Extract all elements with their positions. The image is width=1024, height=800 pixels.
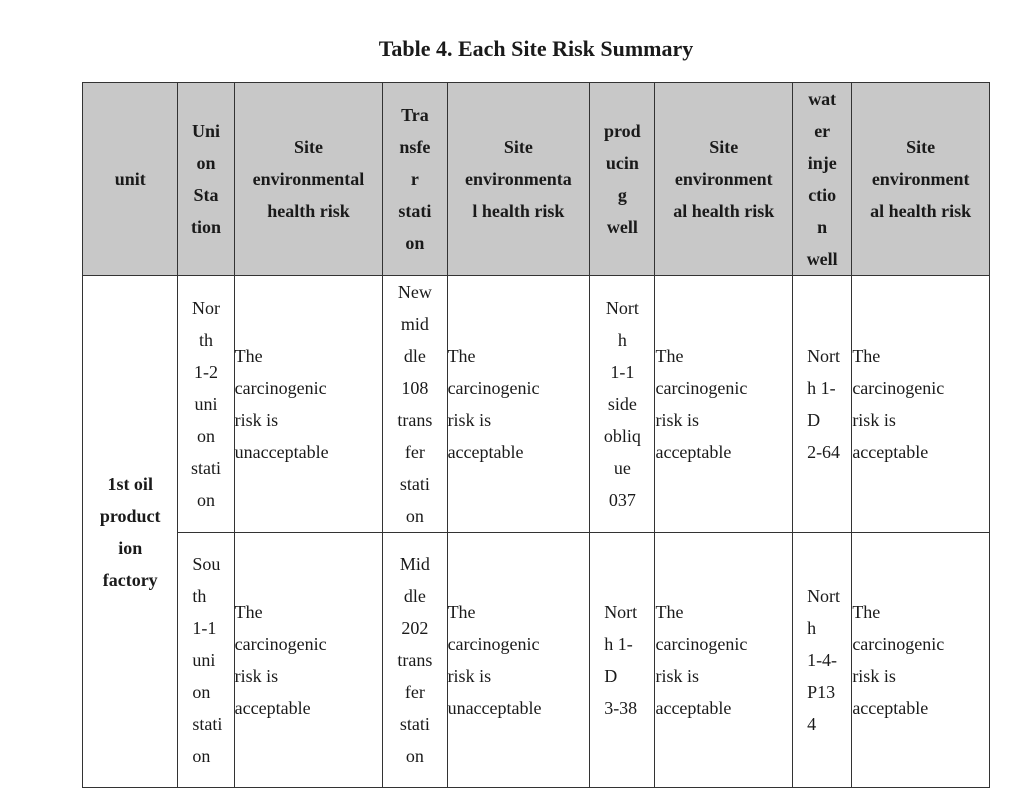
header-cell-injection-well: wat er inje ctio n well <box>793 83 852 276</box>
site-risk-table <box>82 82 990 788</box>
transfer-station-cell: Mid dle 202 trans fer stati on <box>383 533 447 788</box>
injection-risk-cell: The carcinogenic risk is acceptable <box>852 533 990 788</box>
header-row <box>83 83 990 276</box>
table-caption: Table 4. Each Site Risk Summary <box>378 36 694 61</box>
header-cell-producing-risk: Site environment al health risk <box>655 83 793 276</box>
producing-well-cell: Nort h 1-1 side obliq ue 037 <box>590 276 655 533</box>
union-station-cell: Sou th 1-1 uni on stati on <box>178 533 234 788</box>
header-cell-transfer-station: Tra nsfe r stati on <box>383 83 447 276</box>
injection-well-cell: Nort h 1- D 2-64 <box>793 276 852 533</box>
header-cell-union-risk: Site environmental health risk <box>234 83 383 276</box>
injection-risk-cell: The carcinogenic risk is acceptable <box>852 276 990 533</box>
header-cell-unit: unit <box>83 83 178 276</box>
header-cell-injection-risk: Site environment al health risk <box>852 83 990 276</box>
header-cell-producing-well: prod ucin g well <box>590 83 655 276</box>
header-cell-transfer-risk: Site environmenta l health risk <box>447 83 590 276</box>
producing-well-cell: Nort h 1- D 3-38 <box>590 533 655 788</box>
transfer-station-cell: New mid dle 108 trans fer stati on <box>383 276 447 533</box>
transfer-risk-cell: The carcinogenic risk is acceptable <box>447 276 590 533</box>
union-risk-cell: The carcinogenic risk is acceptable <box>234 533 383 788</box>
injection-well-cell: Nort h 1-4- P13 4 <box>793 533 852 788</box>
producing-risk-cell: The carcinogenic risk is acceptable <box>655 533 793 788</box>
unit-cell: 1st oil product ion factory <box>83 276 178 788</box>
table-row <box>83 533 990 788</box>
producing-risk-cell: The carcinogenic risk is acceptable <box>655 276 793 533</box>
transfer-risk-cell: The carcinogenic risk is unacceptable <box>447 533 590 788</box>
union-station-cell: Nor th 1-2 uni on stati on <box>178 276 234 533</box>
table-row <box>83 276 990 533</box>
header-cell-union-station: Uni on Sta tion <box>178 83 234 276</box>
union-risk-cell: The carcinogenic risk is unacceptable <box>234 276 383 533</box>
